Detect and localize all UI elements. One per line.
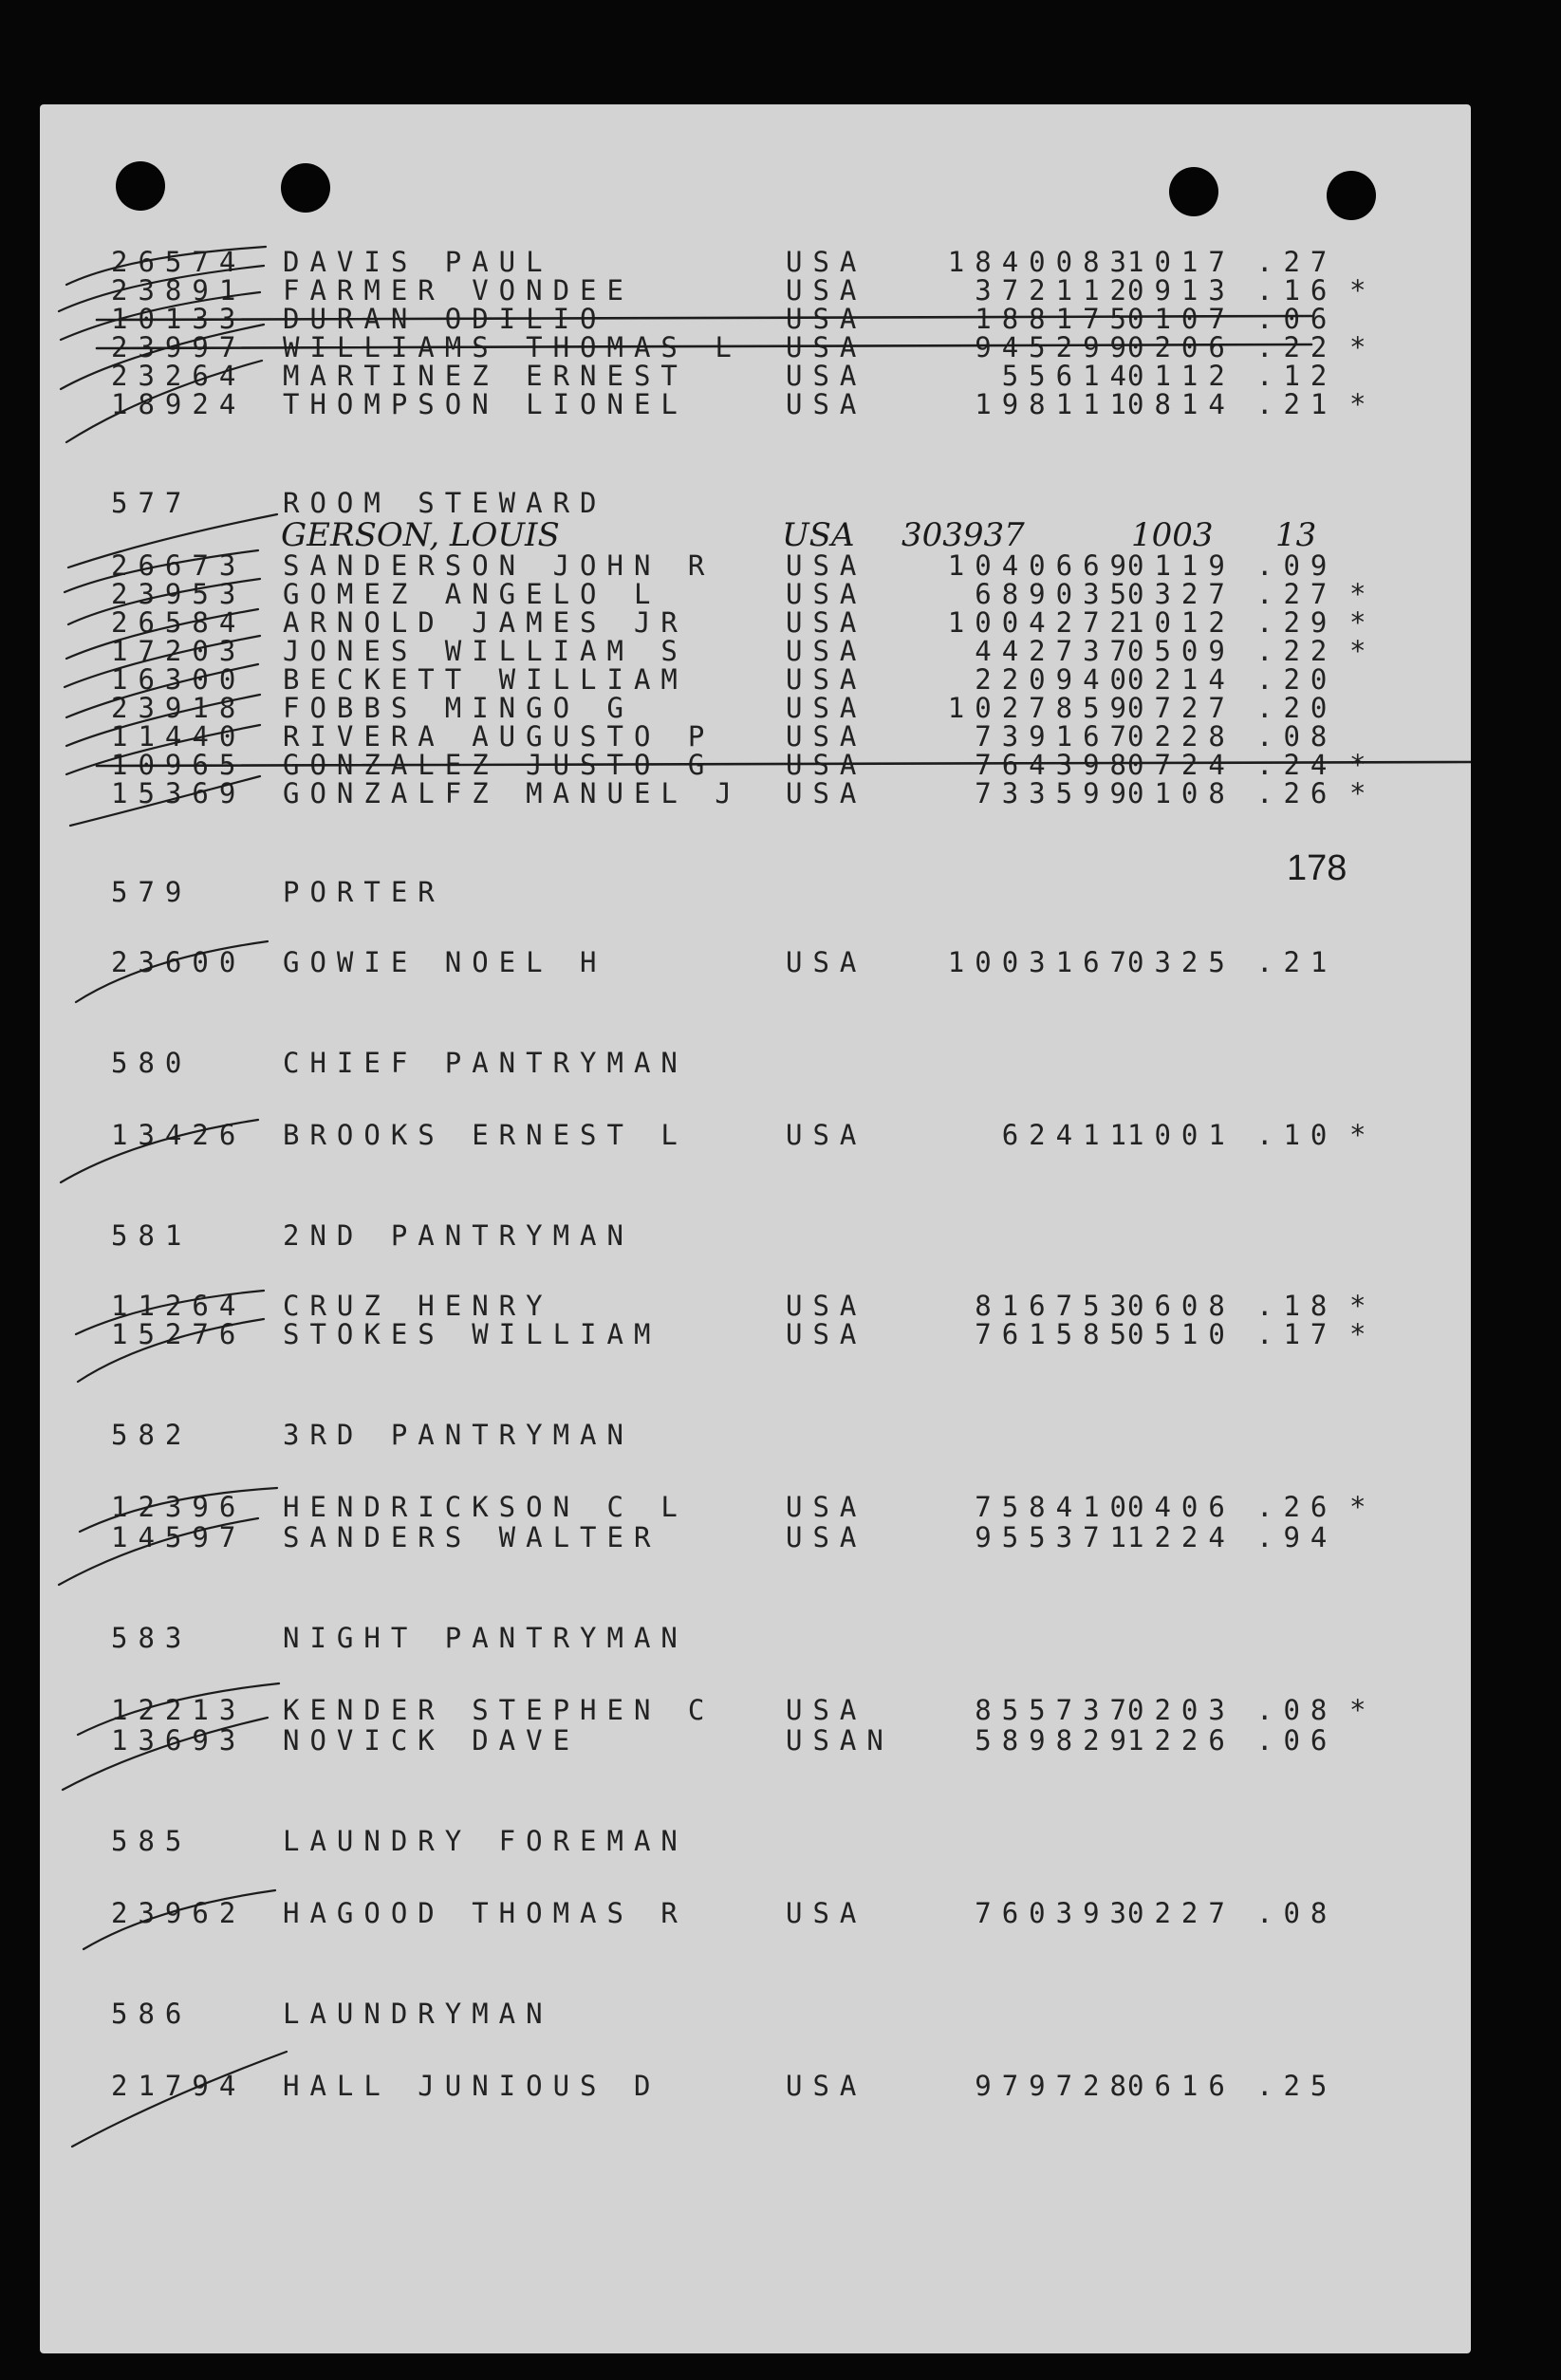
table-row — [40, 389, 1471, 419]
date-code: 0203 — [1127, 1694, 1236, 1726]
rate-value: .29 — [1256, 606, 1338, 639]
entry-number: 23891 — [111, 274, 247, 307]
date-code: 1012 — [1127, 606, 1236, 639]
book-number: 979728 — [975, 2070, 1137, 2102]
crew-name: DURAN ODILIO — [283, 303, 607, 335]
entry-number: 13426 — [111, 1119, 247, 1151]
crew-name: JONES WILLIAM S — [283, 635, 688, 667]
citizenship: USA — [786, 692, 867, 724]
entry-number: 26584 — [111, 606, 247, 639]
job-title: LAUNDRYMAN — [283, 1998, 553, 2030]
date-code: 0107 — [1127, 303, 1236, 335]
handwritten-book-number: 303937 — [901, 516, 1025, 554]
citizenship: USA — [786, 606, 867, 639]
book-number: 1003167 — [947, 946, 1137, 978]
table-row — [40, 1319, 1471, 1349]
asterisk-mark: * — [1349, 1318, 1377, 1350]
rate-value: .16 — [1256, 274, 1338, 307]
book-number: 220940 — [975, 663, 1137, 696]
date-code: 0108 — [1127, 777, 1236, 809]
entry-number: 15276 — [111, 1318, 247, 1350]
job-title: LAUNDRY FOREMAN — [283, 1825, 688, 1857]
book-number: 689035 — [975, 578, 1137, 610]
punch-hole — [1327, 171, 1376, 220]
crew-name: BROOKS ERNEST L — [283, 1119, 688, 1151]
rate-value: .20 — [1256, 663, 1338, 696]
citizenship: USA — [786, 1318, 867, 1350]
citizenship: USA — [786, 578, 867, 610]
citizenship: USA — [786, 777, 867, 809]
entry-number: 12396 — [111, 1491, 247, 1523]
rate-value: .08 — [1256, 1694, 1338, 1726]
table-row — [40, 1291, 1471, 1321]
date-code: 1017 — [1127, 246, 1236, 278]
date-code: 1226 — [1127, 1724, 1236, 1757]
entry-number: 23918 — [111, 692, 247, 724]
entry-number: 23953 — [111, 578, 247, 610]
entry-number: 10965 — [111, 749, 247, 781]
table-row — [40, 275, 1471, 306]
table-row — [40, 304, 1471, 334]
citizenship: USA — [786, 331, 867, 363]
book-number: 198111 — [975, 388, 1137, 420]
citizenship: USA — [786, 1897, 867, 1929]
date-code: 0227 — [1127, 1897, 1236, 1929]
citizenship: USA — [786, 720, 867, 753]
citizenship: USA — [786, 946, 867, 978]
date-code: 0724 — [1127, 749, 1236, 781]
asterisk-mark: * — [1349, 635, 1377, 667]
crew-name: GONZALFZ MANUEL J — [283, 777, 742, 809]
table-row — [40, 1898, 1471, 1928]
date-code: 0616 — [1127, 2070, 1236, 2102]
book-number: 733599 — [975, 777, 1137, 809]
entry-number: 11440 — [111, 720, 247, 753]
table-row — [40, 332, 1471, 363]
date-code: 0206 — [1127, 331, 1236, 363]
citizenship: USA — [786, 274, 867, 307]
entry-number: 12213 — [111, 1694, 247, 1726]
crew-name: MARTINEZ ERNEST — [283, 360, 688, 392]
rate-value: .22 — [1256, 331, 1338, 363]
rate-value: .27 — [1256, 578, 1338, 610]
table-row — [40, 947, 1471, 977]
asterisk-mark: * — [1349, 1694, 1377, 1726]
citizenship: USA — [786, 2070, 867, 2102]
handwritten-entry — [40, 516, 1471, 554]
crew-name: FOBBS MINGO G — [283, 692, 634, 724]
date-code: 0112 — [1127, 360, 1236, 392]
asterisk-mark: * — [1349, 274, 1377, 307]
entry-number: 17203 — [111, 635, 247, 667]
table-row — [40, 664, 1471, 695]
date-code: 1001 — [1127, 1119, 1236, 1151]
date-code: 1224 — [1127, 1521, 1236, 1553]
job-code: 583 — [111, 1622, 193, 1654]
entry-number: 15369 — [111, 777, 247, 809]
job-title: NIGHT PANTRYMAN — [283, 1622, 688, 1654]
book-number: 758410 — [975, 1491, 1137, 1523]
rate-value: .21 — [1256, 946, 1338, 978]
table-row — [40, 361, 1471, 391]
book-number: 1027859 — [947, 692, 1137, 724]
date-code: 0214 — [1127, 663, 1236, 696]
citizenship: USA — [786, 1119, 867, 1151]
job-code: 585 — [111, 1825, 193, 1857]
date-code: 0727 — [1127, 692, 1236, 724]
citizenship: USA — [786, 549, 867, 582]
citizenship: USA — [786, 360, 867, 392]
rate-value: .08 — [1256, 1897, 1338, 1929]
date-code: 0509 — [1127, 635, 1236, 667]
crew-name: DAVIS PAUL — [283, 246, 553, 278]
citizenship: USA — [786, 663, 867, 696]
job-code: 582 — [111, 1419, 193, 1451]
book-number: 816753 — [975, 1290, 1137, 1322]
job-title: ROOM STEWARD — [283, 487, 607, 519]
rate-value: .25 — [1256, 2070, 1338, 2102]
book-number: 442737 — [975, 635, 1137, 667]
citizenship: USAN — [786, 1724, 894, 1757]
citizenship: USA — [786, 1521, 867, 1553]
table-row — [40, 750, 1471, 780]
document-page — [40, 104, 1471, 2353]
entry-number: 11264 — [111, 1290, 247, 1322]
job-code: 579 — [111, 876, 193, 908]
book-number: 764398 — [975, 749, 1137, 781]
entry-number: 23264 — [111, 360, 247, 392]
book-number: 739167 — [975, 720, 1137, 753]
book-number: 760393 — [975, 1897, 1137, 1929]
rate-value: .10 — [1256, 1119, 1338, 1151]
date-code: 0913 — [1127, 274, 1236, 307]
rate-value: .24 — [1256, 749, 1338, 781]
rate-value: .09 — [1256, 549, 1338, 582]
table-row — [40, 1492, 1471, 1522]
table-row — [40, 778, 1471, 809]
rate-value: .06 — [1256, 1724, 1338, 1757]
citizenship: USA — [786, 246, 867, 278]
asterisk-mark: * — [1349, 1491, 1377, 1523]
asterisk-mark: * — [1349, 331, 1377, 363]
crew-name: THOMPSON LIONEL — [283, 388, 688, 420]
entry-number: 23997 — [111, 331, 247, 363]
date-code: 0119 — [1127, 549, 1236, 582]
citizenship: USA — [786, 388, 867, 420]
table-row — [40, 579, 1471, 609]
rate-value: .21 — [1256, 388, 1338, 420]
citizenship: USA — [786, 1290, 867, 1322]
job-title: PORTER — [283, 876, 445, 908]
entry-number: 23962 — [111, 1897, 247, 1929]
asterisk-mark: * — [1349, 749, 1377, 781]
rate-value: .06 — [1256, 303, 1338, 335]
date-code: 0608 — [1127, 1290, 1236, 1322]
book-number: 55614 — [1001, 360, 1137, 392]
table-row — [40, 1522, 1471, 1553]
table-row — [40, 1695, 1471, 1725]
crew-name: WILLIAMS THOMAS L — [283, 331, 742, 363]
crew-name: BECKETT WILLIAM — [283, 663, 688, 696]
book-number: 945299 — [975, 331, 1137, 363]
citizenship: USA — [786, 303, 867, 335]
entry-number: 16300 — [111, 663, 247, 696]
handwritten-date: 1003 — [1131, 516, 1214, 554]
crew-name: KENDER STEPHEN C — [283, 1694, 715, 1726]
date-code: 0814 — [1127, 388, 1236, 420]
punch-hole — [1169, 167, 1218, 216]
entry-number: 14597 — [111, 1521, 247, 1553]
rate-value: .26 — [1256, 777, 1338, 809]
crew-name: HALL JUNIOUS D — [283, 2070, 661, 2102]
rate-value: .27 — [1256, 246, 1338, 278]
job-title: 2ND PANTRYMAN — [283, 1219, 634, 1252]
handwritten-citizenship: USA — [782, 516, 855, 554]
crew-name: HAGOOD THOMAS R — [283, 1897, 688, 1929]
handwritten-rate: 13 — [1275, 516, 1317, 554]
job-code: 580 — [111, 1047, 193, 1079]
entry-number: 10133 — [111, 303, 247, 335]
book-number: 589829 — [975, 1724, 1137, 1757]
punch-hole — [281, 163, 330, 213]
book-number: 955371 — [975, 1521, 1137, 1553]
book-number: 855737 — [975, 1694, 1137, 1726]
entry-number: 21794 — [111, 2070, 247, 2102]
crew-name: GOMEZ ANGELO L — [283, 578, 661, 610]
book-number: 1040669 — [947, 549, 1137, 582]
crew-name: STOKES WILLIAM — [283, 1318, 661, 1350]
rate-value: .18 — [1256, 1290, 1338, 1322]
table-row — [40, 1120, 1471, 1150]
crew-name: CRUZ HENRY — [283, 1290, 553, 1322]
crew-name: HENDRICKSON C L — [283, 1491, 688, 1523]
asterisk-mark: * — [1349, 1290, 1377, 1322]
asterisk-mark: * — [1349, 1119, 1377, 1151]
date-code: 0510 — [1127, 1318, 1236, 1350]
table-row — [40, 636, 1471, 666]
book-number: 62411 — [1001, 1119, 1137, 1151]
entry-number: 18924 — [111, 388, 247, 420]
entry-number: 23600 — [111, 946, 247, 978]
crew-name: RIVERA AUGUSTO P — [283, 720, 715, 753]
entry-number: 26673 — [111, 549, 247, 582]
asterisk-mark: * — [1349, 388, 1377, 420]
rate-value: .08 — [1256, 720, 1338, 753]
job-code: 577 — [111, 487, 193, 519]
asterisk-mark: * — [1349, 578, 1377, 610]
book-number: 1004272 — [947, 606, 1137, 639]
rate-value: .12 — [1256, 360, 1338, 392]
citizenship: USA — [786, 1491, 867, 1523]
pencil-marks — [40, 104, 1471, 2353]
date-code: 0327 — [1127, 578, 1236, 610]
asterisk-mark: * — [1349, 606, 1377, 639]
rate-value: .94 — [1256, 1521, 1338, 1553]
table-row — [40, 721, 1471, 752]
page-number: 178 — [1287, 848, 1347, 888]
citizenship: USA — [786, 1694, 867, 1726]
citizenship: USA — [786, 635, 867, 667]
table-row — [40, 2071, 1471, 2101]
crew-name: GONZALEZ JUSTO G — [283, 749, 715, 781]
crew-name: NOVICK DAVE — [283, 1724, 581, 1757]
table-row — [40, 607, 1471, 638]
job-title: 3RD PANTRYMAN — [283, 1419, 634, 1451]
crew-name: SANDERS WALTER — [283, 1521, 661, 1553]
job-title: CHIEF PANTRYMAN — [283, 1047, 688, 1079]
rate-value: .17 — [1256, 1318, 1338, 1350]
handwritten-name: GERSON, LOUIS — [281, 516, 560, 554]
book-number: 188175 — [975, 303, 1137, 335]
crew-name: SANDERSON JOHN R — [283, 549, 715, 582]
table-row — [40, 247, 1471, 277]
book-number: 1840083 — [947, 246, 1137, 278]
entry-number: 13693 — [111, 1724, 247, 1757]
rate-value: .20 — [1256, 692, 1338, 724]
table-row — [40, 1725, 1471, 1756]
table-row — [40, 693, 1471, 723]
book-number: 372112 — [975, 274, 1137, 307]
punch-hole — [116, 161, 165, 211]
citizenship: USA — [786, 749, 867, 781]
rate-value: .22 — [1256, 635, 1338, 667]
crew-name: GOWIE NOEL H — [283, 946, 607, 978]
job-code: 586 — [111, 1998, 193, 2030]
date-code: 0228 — [1127, 720, 1236, 753]
table-row — [40, 550, 1471, 581]
date-code: 0406 — [1127, 1491, 1236, 1523]
job-code: 581 — [111, 1219, 193, 1252]
date-code: 0325 — [1127, 946, 1236, 978]
asterisk-mark: * — [1349, 777, 1377, 809]
rate-value: .26 — [1256, 1491, 1338, 1523]
entry-number: 26574 — [111, 246, 247, 278]
crew-name: ARNOLD JAMES JR — [283, 606, 688, 639]
book-number: 761585 — [975, 1318, 1137, 1350]
crew-name: FARMER VONDEE — [283, 274, 634, 307]
